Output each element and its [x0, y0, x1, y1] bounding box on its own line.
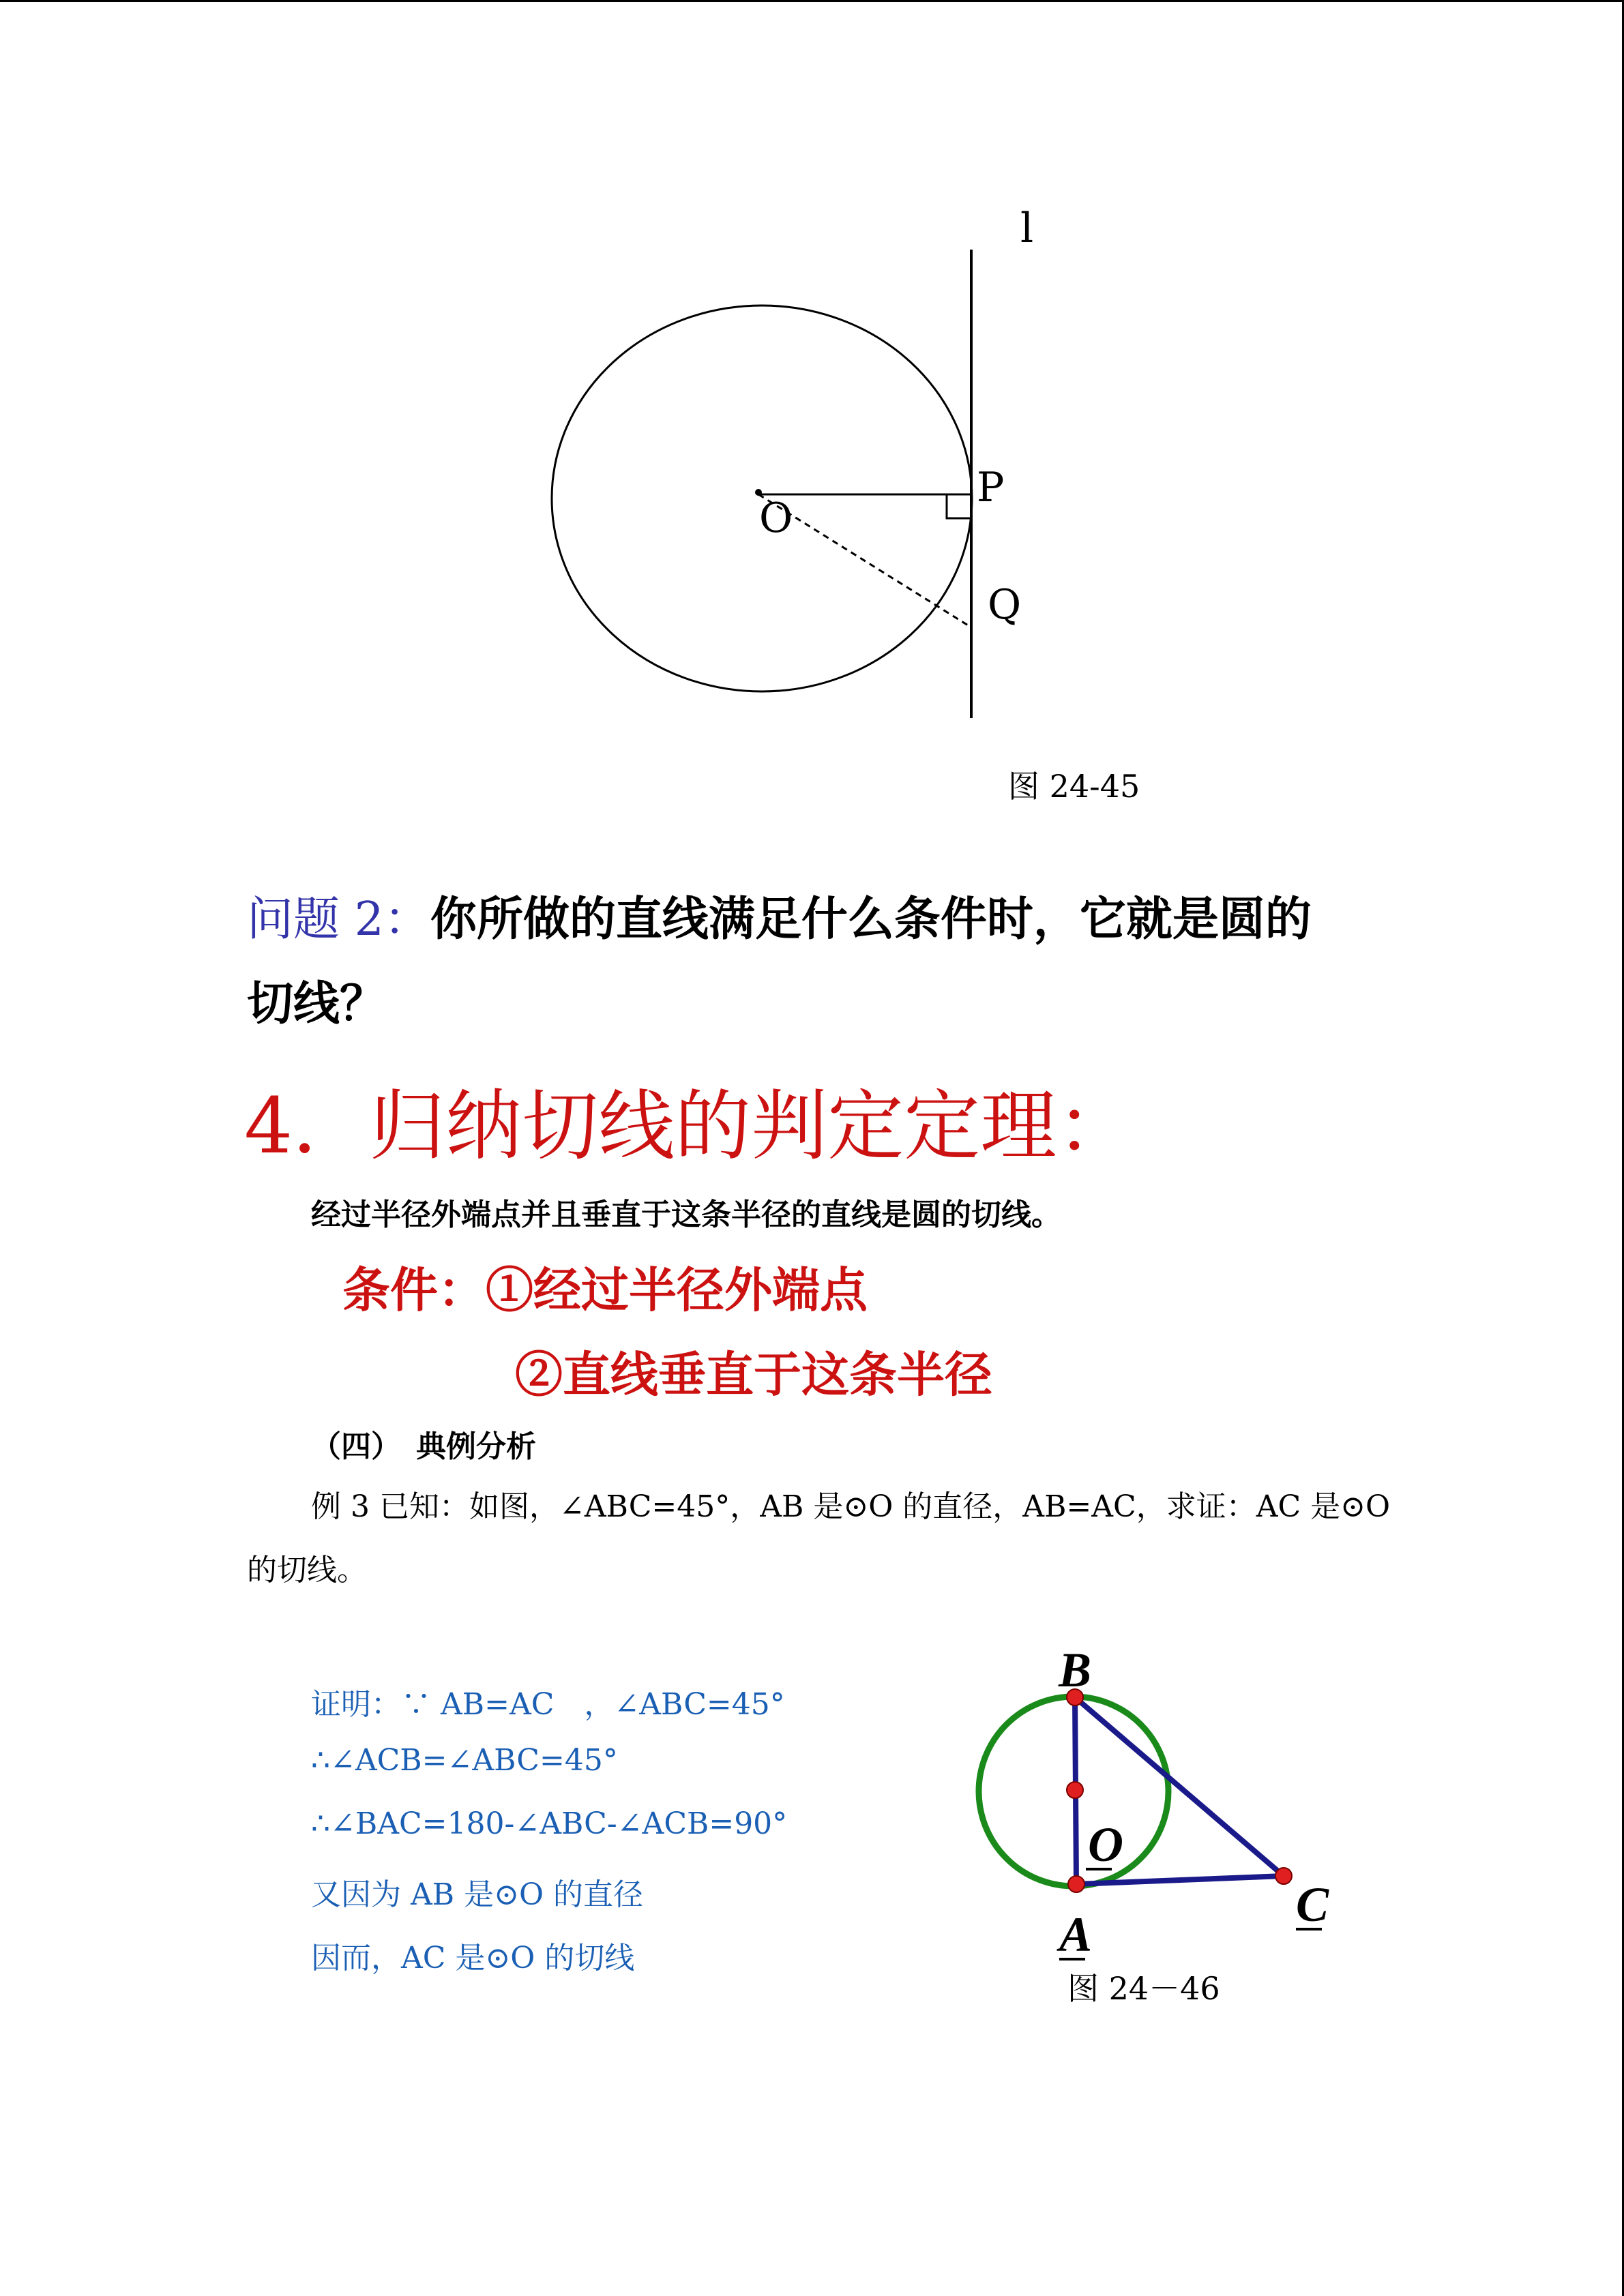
section-title: （四） 典例分析: [311, 1429, 536, 1464]
question-text-line1: 你所做的直线满足什么条件时，它就是圆的: [430, 892, 1312, 946]
point-o: [1067, 1782, 1083, 1798]
question-label: 问题 2：: [247, 893, 430, 946]
question-text-line2: 切线？: [247, 976, 387, 1031]
section-heading: 4．归纳切线的判定定理：: [244, 1082, 1134, 1171]
condition-line2: ②直线垂直于这条半径: [515, 1346, 992, 1403]
proof-line-5: 因而，AC 是⊙O 的切线: [311, 1941, 635, 1976]
point-c: [1275, 1868, 1292, 1884]
label-c: C: [1296, 1877, 1329, 1932]
point-a: [1068, 1876, 1084, 1892]
figure1-caption: 图 24-45: [1008, 768, 1140, 805]
figure2-caption: 图 24－46: [1067, 1970, 1220, 2007]
label-o2: O: [1088, 1817, 1123, 1872]
label-p: P: [977, 464, 1005, 511]
label-b: B: [1059, 1643, 1092, 1697]
example-line2: 的切线。: [247, 1553, 367, 1587]
label-a: A: [1059, 1907, 1093, 1962]
label-q: Q: [988, 581, 1022, 629]
example-line1: 例 3 已知：如图，∠ABC=45°，AB 是⊙O 的直径，AB=AC，求证：AC 是⊙O: [311, 1489, 1391, 1524]
proof-line-3: ∴∠BAC=180-∠ABC-∠ACB=90°: [311, 1806, 788, 1841]
label-o: O: [759, 494, 793, 542]
proof-line-1: 证明：∵ AB=AC ，∠ABC=45°: [311, 1687, 785, 1722]
label-l: l: [1020, 205, 1034, 252]
proof-line-4: 又因为 AB 是⊙O 的直径: [311, 1877, 644, 1912]
theorem-text: 经过半径外端点并且垂直于这条半径的直线是圆的切线。: [311, 1197, 1061, 1232]
proof-line-2: ∴∠ACB=∠ABC=45°: [311, 1743, 618, 1778]
condition-line1: 条件：①经过半径外端点: [342, 1262, 868, 1318]
